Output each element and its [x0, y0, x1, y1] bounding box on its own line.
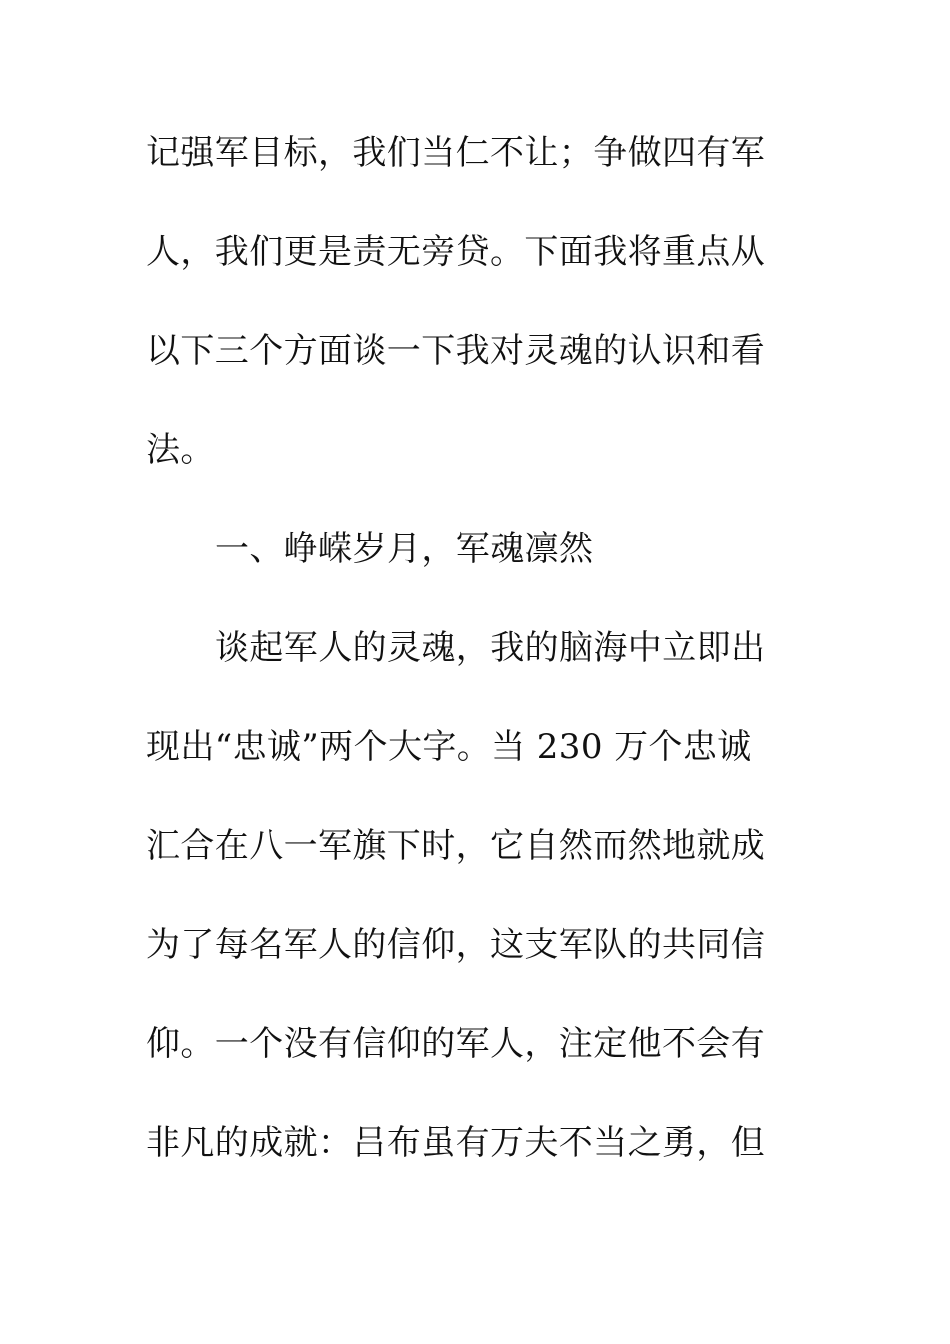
text-line: 为了每名军人的信仰，这支军队的共同信 — [146, 925, 766, 965]
section-heading: 一、峥嵘岁月，军魂凛然 — [215, 529, 594, 569]
body-text — [146, 122, 806, 1211]
text-line: 汇合在八一军旗下时，它自然而然地就成 — [146, 826, 766, 866]
text-line: 法。 — [146, 430, 215, 470]
text-line: 非凡的成就：吕布虽有万夫不当之勇，但 — [146, 1123, 766, 1163]
text-line: 以下三个方面谈一下我对灵魂的认识和看 — [146, 331, 766, 371]
paragraph-first-line: 谈起军人的灵魂，我的脑海中立即出 — [215, 628, 766, 668]
text-line: 现出“忠诚”两个大字。当 230 万个忠诚 — [146, 727, 752, 767]
text-line: 记强军目标，我们当仁不让；争做四有军 — [146, 133, 766, 173]
text-line: 仰。一个没有信仰的军人，注定他不会有 — [146, 1024, 766, 1064]
text-line: 人，我们更是责无旁贷。下面我将重点从 — [146, 232, 766, 272]
